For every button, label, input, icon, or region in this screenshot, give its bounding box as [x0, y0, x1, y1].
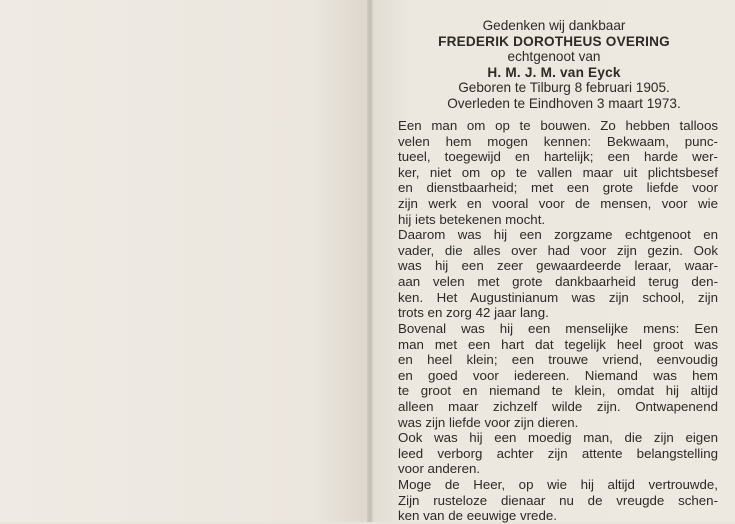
text-line: Bovenal was hij een menselijke mens: Een	[398, 320, 718, 336]
text-line: te groot en niemand te klein, omdat hij altijd	[398, 383, 718, 399]
text-line: hij iets betekenen mocht.	[398, 211, 546, 227]
text-line: ken. Het Augustinianum was zijn school, zijn	[398, 289, 718, 305]
text-line: was hij een zeer gewaardeerde leraar, waar-	[398, 258, 718, 274]
eulogy-paragraph	[398, 321, 718, 430]
text-line: en goed voor iedereen. Niemand was hem	[398, 367, 718, 383]
text-line: en heel klein; een trouwe vriend, eenvoudig	[398, 352, 718, 368]
deceased-name: FREDERIK DOROTHEUS OVERING	[438, 33, 670, 49]
text-line: Moge de Heer, op wie hij altijd vertrouwde,	[398, 477, 718, 493]
text-line: voor anderen.	[398, 461, 481, 477]
text-line: tueel, toegewijd en hartelijk; een harde wer-	[398, 149, 718, 165]
text-line: leed verborg achter zijn attente belangstelling	[398, 445, 718, 461]
text-line: en dienstbaarheid; met een grote liefde voor	[398, 180, 718, 196]
text-line: Ook was hij een moedig man, die zijn eigen	[398, 430, 718, 446]
text-line: Daarom was hij een zorgzame echtgenoot en	[398, 227, 718, 243]
relation-line: echtgenoot van	[507, 49, 601, 65]
text-line: aan velen met grote dankbaarheid terug den-	[398, 274, 718, 290]
text-line: Een man om op te bouwen. Zo hebben talloos	[398, 118, 718, 133]
text-line: ker, niet om op te vallen maar uit plichtsbesef	[398, 164, 718, 180]
text-line: was zijn liefde voor zijn dieren.	[398, 414, 579, 430]
text-page	[373, 0, 735, 522]
eulogy-paragraph	[398, 477, 718, 524]
death-line: Overleden te Eindhoven 3 maart 1973.	[447, 95, 681, 111]
birth-line: Geboren te Tilburg 8 februari 1905.	[458, 80, 670, 96]
text-line: vader, die alles over had voor zijn gezin. Ook	[398, 242, 718, 258]
spouse-name: H. M. J. M. van Eyck	[487, 64, 621, 80]
intro-line: Gedenken wij dankbaar	[482, 18, 626, 33]
eulogy-paragraph	[398, 227, 718, 321]
eulogy-paragraph	[398, 430, 718, 477]
text-line: ken van de eeuwige vrede.	[398, 508, 557, 524]
eulogy-paragraph	[398, 118, 718, 227]
blank-left-page	[0, 0, 367, 522]
text-line: trots en zorg 42 jaar lang.	[398, 305, 549, 321]
card-header	[373, 18, 735, 112]
text-line: zijn werk en vooral voor de mensen, voor wie	[398, 196, 718, 212]
text-line: man met een hart dat tegelijk heel groot was	[398, 336, 718, 352]
text-line: velen hem mogen kennen: Bekwaam, punc-	[398, 133, 718, 149]
eulogy-text	[398, 118, 718, 524]
text-line: alleen maar zichzelf wilde zijn. Ontwapenend	[398, 398, 718, 414]
text-line: Zijn rusteloze dienaar nu de vreugde schen-	[398, 492, 718, 508]
